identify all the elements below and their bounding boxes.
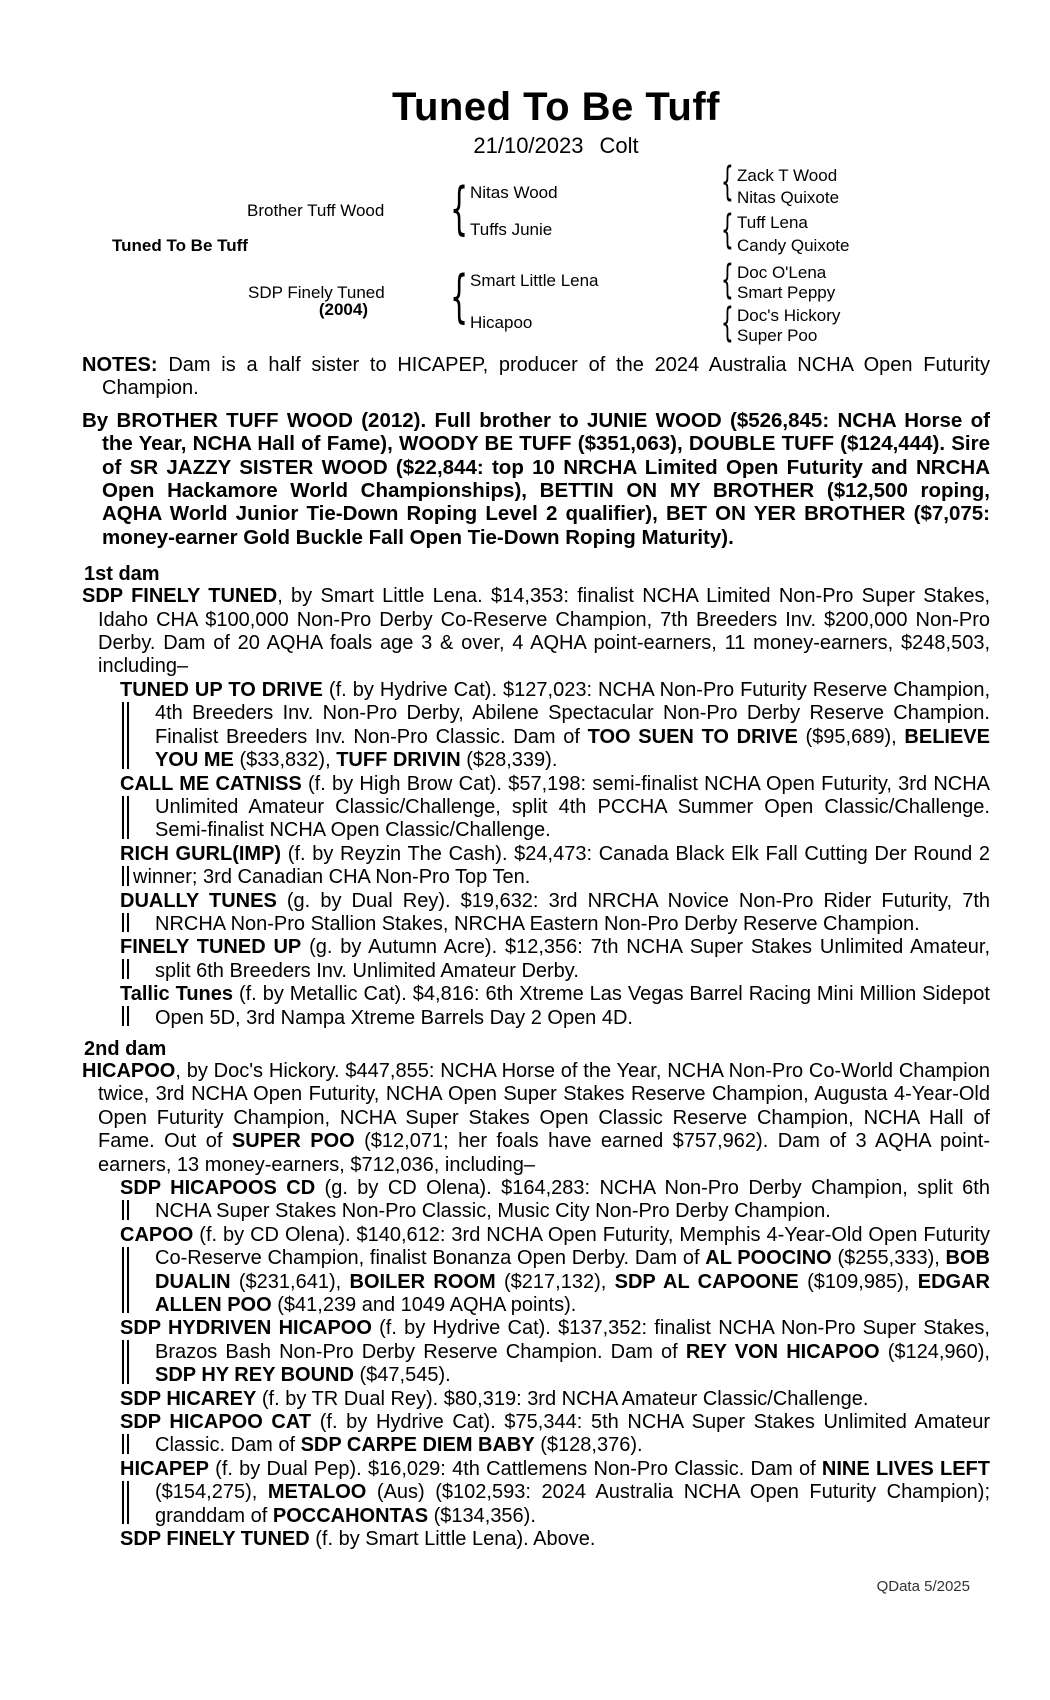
foal-entry xyxy=(120,1411,990,1458)
foal-entry xyxy=(120,1177,990,1224)
foal-subtitle xyxy=(82,134,1030,158)
continuation-bars-icon xyxy=(122,1340,129,1383)
pedigree-dam-dam-sire: Doc's Hickory xyxy=(737,306,841,325)
pedigree-sire-sire-sire: Zack T Wood xyxy=(737,166,838,185)
foal-entry xyxy=(120,936,990,983)
sire-paragraph: By BROTHER TUFF WOOD (2012). Full brother to JUNIE WOOD ($526,845: NCHA Horse of the Year, NCHA Hall of Fame), WOODY BE TUFF ($351,063), DOUBLE TUFF ($124,444). Sire of SR JAZZY SISTER WOOD ($22,844: top 10 NRCHA Limited Open Futurity and NRCHA Open Hackamore World Championships), BETTIN ON MY BROTHER ($12,500 roping, AQHA World Junior Tie-Down Roping Level 2 qualifier), BET ON YER BROTHER ($7,075: money-earner Gold Buckle Fall Open Tie-Down Roping Maturity). xyxy=(82,408,990,549)
brace-icon: { xyxy=(721,159,734,205)
brace-icon: { xyxy=(450,176,469,242)
page-title: Tuned To Be Tuff xyxy=(392,85,720,129)
foal-entry xyxy=(120,1317,990,1387)
pedigree-dam-year: (2004) xyxy=(318,300,368,319)
foal-text: SDP HYDRIVEN HICAPOO (f. by Hydrive Cat). $137,352: finalist NCHA Non-Pro Super Stakes, Brazos Bash Non-Pro Derby Reserve Champion. Dam of REY VON HICAPOO ($124,960), SDP HY REY BOUND ($47,545). xyxy=(120,1317,990,1387)
foal-sex: Colt xyxy=(599,133,639,158)
continuation-bars-icon xyxy=(122,702,129,769)
continuation-bars-icon xyxy=(122,913,129,933)
first-dam-heading: 1st dam xyxy=(84,563,160,586)
foal-date: 21/10/2023 xyxy=(473,133,584,158)
continuation-bars-icon xyxy=(122,959,129,979)
pedigree-dam-sire-dam: Smart Peppy xyxy=(737,283,836,302)
brace-icon: { xyxy=(721,207,734,253)
foal-text: CAPOO (f. by CD Olena). $140,612: 3rd NCHA Open Futurity, Memphis 4-Year-Old Open Futurity Co-Reserve Champion, finalist Bonanza Open Derby. Dam of AL POOCINO ($255,333), BOB DUALIN ($231,641), BOILER ROOM ($217,132), SDP AL CAPOONE ($109,985), EDGAR ALLEN POO ($41,239 and 1049 AQHA points). xyxy=(120,1223,990,1317)
foal-text: CALL ME CATNISS (f. by High Brow Cat). $57,198: semi-finalist NCHA Open Futurity, 3rd NCHA Unlimited Amateur Classic/Challenge, split 4th PCCHA Summer Open Classic/Challenge. Semi-finalist NCHA Open Classic/Challenge. xyxy=(120,772,990,842)
pedigree-dam-dam: Hicapoo xyxy=(470,313,533,332)
continuation-bars-icon xyxy=(122,796,129,839)
foal-text: SDP HICAREY (f. by TR Dual Rey). $80,319: 3rd NCHA Amateur Classic/Challenge. xyxy=(120,1387,869,1410)
page-footer xyxy=(82,1578,990,1595)
pedigree-sire-sire-dam: Nitas Quixote xyxy=(737,188,840,207)
brace-icon: { xyxy=(721,257,734,303)
foal-text: HICAPEP (f. by Dual Pep). $16,029: 4th Cattlemens Non-Pro Classic. Dam of NINE LIVES LEFT ($154,275), METALOO (Aus) ($102,593: 2024 Australia NCHA Open Futurity Champion); granddam of POCCAHONTAS ($134,356). xyxy=(120,1457,990,1527)
brace-icon: { xyxy=(721,300,734,346)
foal-entry xyxy=(120,1388,990,1411)
foal-text: DUALLY TUNES (g. by Dual Rey). $19,632: 3rd NRCHA Novice Non-Pro Rider Futurity, 7th NRCHA Non-Pro Stallion Stakes, NRCHA Eastern Non-Pro Derby Reserve Champion. xyxy=(120,889,991,935)
pedigree-subject: Tuned To Be Tuff xyxy=(112,236,248,255)
foal-entry xyxy=(120,679,990,773)
foal-text: RICH GURL(IMP) (f. by Reyzin The Cash). $24,473: Canada Black Elk Fall Cutting Der Round 2 winner; 3rd Canadian CHA Non-Pro Top Ten. xyxy=(120,842,991,889)
footer-credit: QData 5/2025 xyxy=(876,1577,970,1595)
continuation-bars-icon xyxy=(122,1434,129,1454)
foal-entry xyxy=(120,843,990,890)
foal-text: TUNED UP TO DRIVE (f. by Hydrive Cat). $127,023: NCHA Non-Pro Futurity Reserve Champion, 4th Breeders Inv. Non-Pro Derby, Abilene Spectacular Non-Pro Derby Reserve Champion. Finalist Breeders Inv. Non-Pro Classic. Dam of TOO SUEN TO DRIVE ($95,689), BELIEVE YOU ME ($33,832), TUFF DRIVIN ($28,339). xyxy=(120,678,991,772)
catalog-body xyxy=(82,354,990,1595)
foal-entry xyxy=(120,1224,990,1318)
foal-text: FINELY TUNED UP (g. by Autumn Acre). $12,356: 7th NCHA Super Stakes Unlimited Amateur, split 6th Breeders Inv. Unlimited Amateur Derby. xyxy=(120,936,991,982)
foal-entry xyxy=(120,1458,990,1528)
foal-entry xyxy=(120,890,990,937)
pedigree-sire: Brother Tuff Wood xyxy=(247,201,385,220)
pedigree-dam: SDP Finely Tuned xyxy=(248,283,385,302)
pedigree-sire-sire: Nitas Wood xyxy=(470,183,558,202)
pedigree-sire-dam-sire: Tuff Lena xyxy=(737,213,808,232)
continuation-bars-icon xyxy=(122,1200,129,1220)
notes-paragraph: NOTES: Dam is a half sister to HICAPEP, producer of the 2024 Australia NCHA Open Futurity Champion. xyxy=(82,354,990,400)
foal-text: Tallic Tunes (f. by Metallic Cat). $4,816: 6th Xtreme Las Vegas Barrel Racing Mini Million Sidepot Open 5D, 3rd Nampa Xtreme Barrels Day 2 Open 4D. xyxy=(120,983,990,1029)
pedigree-dam-dam-dam: Super Poo xyxy=(737,326,818,345)
continuation-bars-icon xyxy=(122,1006,129,1026)
page-header xyxy=(82,0,1030,158)
continuation-bars-icon xyxy=(122,866,129,886)
foal-entry xyxy=(120,1528,990,1551)
foal-entry xyxy=(120,773,990,843)
pedigree-sire-dam: Tuffs Junie xyxy=(470,220,553,239)
continuation-bars-icon xyxy=(122,1247,129,1314)
foal-entry xyxy=(120,983,990,1030)
first-dam-paragraph: SDP FINELY TUNED, by Smart Little Lena. $14,353: finalist NCHA Limited Non-Pro Super Stakes, Idaho CHA $100,000 Non-Pro Derby Co-Reserve Champion, 7th Breeders Inv. $200,000 Non-Pro Derby. Dam of 20 AQHA foals age 3 & over, 4 AQHA point-earners, 11 money-earners, $248,503, including– xyxy=(82,585,990,678)
pedigree-dam-sire-sire: Doc O'Lena xyxy=(737,263,827,282)
brace-icon: { xyxy=(450,264,469,330)
pedigree-sire-dam-dam: Candy Quixote xyxy=(737,236,850,255)
foal-text: SDP HICAPOOS CD (g. by CD Olena). $164,283: NCHA Non-Pro Derby Champion, split 6th NCHA Super Stakes Non-Pro Classic, Music City Non-Pro Derby Champion. xyxy=(120,1177,990,1223)
pedigree-dam-sire: Smart Little Lena xyxy=(470,271,599,290)
foal-text: SDP HICAPOO CAT (f. by Hydrive Cat). $75,344: 5th NCHA Super Stakes Unlimited Amateur Classic. Dam of SDP CARPE DIEM BABY ($128,376). xyxy=(120,1411,990,1457)
continuation-bars-icon xyxy=(122,1481,129,1524)
foal-text: SDP FINELY TUNED (f. by Smart Little Lena). Above. xyxy=(120,1528,596,1551)
pedigree-chart xyxy=(0,159,1050,346)
second-dam-heading: 2nd dam xyxy=(84,1037,167,1060)
second-dam-paragraph: HICAPOO, by Doc's Hickory. $447,855: NCHA Horse of the Year, NCHA Non-Pro Co-World Champion twice, 3rd NCHA Open Futurity, NCHA Open Super Stakes Reserve Champion, Augusta 4-Year-Old Open Futurity Champion, NCHA Super Stakes Open Classic Reserve Champion, NCHA Hall of Fame. Out of SUPER POO ($12,071; her foals have earned $757,962). Dam of 3 AQHA point-earners, 13 money-earners, $712,036, including– xyxy=(82,1059,990,1176)
